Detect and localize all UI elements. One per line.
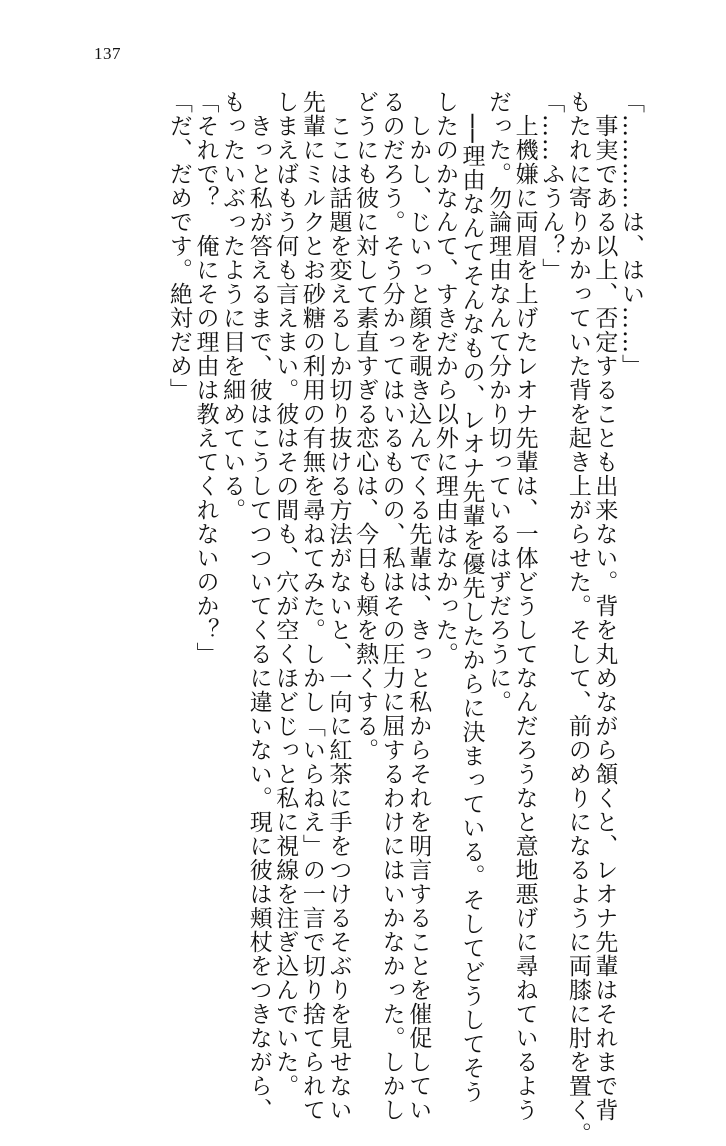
text-line: したのかなんて、すきだから以外に理由はなかった。 [431, 90, 458, 666]
text-line: 「それで？ 俺にその理由は教えてくれないのか？」 [192, 90, 219, 666]
text-line: ──理由なんてそんなもの、レオナ先輩を優先したからに決まっている。そしてどうしてそう [458, 90, 485, 1104]
text-line: しまえばもう何も言えまい。彼はその間も、穴が空くほどじっと私に視線を注ぎ込んでいた。 [272, 90, 299, 1098]
text-line: もたれに寄りかかっていた背を起き上がらせた。そして、前のめりになるように両膝に肘を置く。 [564, 90, 591, 1146]
text-line: 上機嫌に両眉を上げたレオナ先輩は、一体どうしてなんだろうなと意地悪げに尋ねているよう [511, 90, 538, 1122]
text-line: るのだろう。そう分かってはいるものの、私はその圧力に屈するわけにはいかなかった。しかし [378, 90, 405, 1122]
page-number: 137 [94, 44, 121, 63]
text-line: ここは話題を変えるしか切り抜ける方法がないと、一向に紅茶に手をつけるそぶりを見せない [325, 90, 352, 1122]
text-line: 「…………は、はい……」 [618, 90, 644, 378]
text-line: どうにも彼に対して素直すぎる恋心は、今日も頬を熱くする。 [352, 90, 379, 762]
text-line: 先輩にミルクとお砂糖の利用の有無を尋ねてみた。しかし「いらねえ」の一言で切り捨てられて [298, 90, 325, 1122]
text-line: だった。勿論理由なんて分かり切っているはずだろうに。 [485, 90, 512, 714]
text-line: きっと私が答えるまで、彼はこうしてつついてくるに違いない。現に彼は頬杖をつきながら、 [245, 90, 272, 1122]
text-line: 「だ、だめです。絶対だめ」 [165, 90, 192, 402]
text-line: 事実である以上、否定することも出来ない。背を丸めながら頷くと、レオナ先輩はそれまで背 [591, 90, 618, 1122]
text-line: 「……ふうん？」 [538, 90, 565, 282]
vertical-text-block [165, 90, 644, 1146]
text-line: もったいぶったように目を細めている。 [219, 90, 246, 522]
text-line: しかし、じいっと顔を覗き込んでくる先輩は、きっと私からそれを明言することを催促してい [405, 90, 432, 1122]
